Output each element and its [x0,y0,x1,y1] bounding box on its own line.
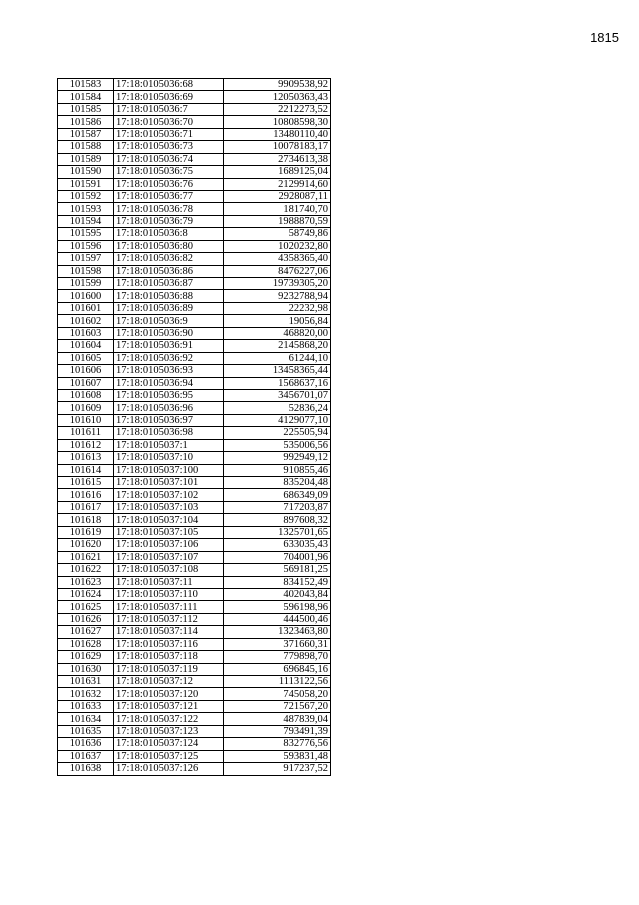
cadastral-number-cell: 17:18:0105037:111 [114,601,224,613]
row-number-cell: 101590 [58,166,114,178]
cadastral-value-cell: 2212273,52 [224,103,331,115]
table-row [58,763,331,775]
row-number-cell: 101605 [58,352,114,364]
table-row [58,215,331,227]
cadastral-value-cell: 444500,46 [224,613,331,625]
row-number-cell: 101599 [58,278,114,290]
row-number-cell: 101633 [58,700,114,712]
cadastral-number-cell: 17:18:0105037:120 [114,688,224,700]
table-row [58,91,331,103]
cadastral-value-cell: 2129914,60 [224,178,331,190]
cadastral-value-cell: 917237,52 [224,763,331,775]
row-number-cell: 101594 [58,215,114,227]
row-number-cell: 101586 [58,116,114,128]
row-number-cell: 101593 [58,203,114,215]
cadastral-number-cell: 17:18:0105037:123 [114,725,224,737]
cadastral-value-cell: 1689125,04 [224,166,331,178]
cadastral-number-cell: 17:18:0105037:119 [114,663,224,675]
row-number-cell: 101614 [58,464,114,476]
page-number: 1815 [590,30,619,45]
cadastral-value-cell: 1113122,56 [224,676,331,688]
table-row [58,278,331,290]
table-row [58,79,331,91]
cadastral-number-cell: 17:18:0105036:8 [114,228,224,240]
row-number-cell: 101629 [58,651,114,663]
table-row [58,327,331,339]
row-number-cell: 101626 [58,613,114,625]
cadastral-value-cell: 61244,10 [224,352,331,364]
table-row [58,663,331,675]
row-number-cell: 101612 [58,439,114,451]
cadastral-number-cell: 17:18:0105037:121 [114,700,224,712]
table-row [58,103,331,115]
row-number-cell: 101613 [58,452,114,464]
row-number-cell: 101583 [58,79,114,91]
cadastral-number-cell: 17:18:0105036:68 [114,79,224,91]
row-number-cell: 101602 [58,315,114,327]
table-row [58,576,331,588]
table-row [58,116,331,128]
cadastral-number-cell: 17:18:0105037:122 [114,713,224,725]
cadastral-number-cell: 17:18:0105036:9 [114,315,224,327]
cadastral-number-cell: 17:18:0105036:70 [114,116,224,128]
table-row [58,725,331,737]
table-row [58,489,331,501]
table-body [58,79,331,776]
cadastral-value-cell: 225505,94 [224,427,331,439]
row-number-cell: 101634 [58,713,114,725]
cadastral-number-cell: 17:18:0105037:102 [114,489,224,501]
table-row [58,352,331,364]
cadastral-number-cell: 17:18:0105036:88 [114,290,224,302]
table-row [58,340,331,352]
cadastral-number-cell: 17:18:0105036:71 [114,128,224,140]
cadastral-number-cell: 17:18:0105036:91 [114,340,224,352]
row-number-cell: 101622 [58,564,114,576]
cadastral-number-cell: 17:18:0105037:12 [114,676,224,688]
table-row [58,153,331,165]
row-number-cell: 101592 [58,190,114,202]
row-number-cell: 101591 [58,178,114,190]
row-number-cell: 101598 [58,265,114,277]
cadastral-number-cell: 17:18:0105036:73 [114,141,224,153]
cadastral-value-cell: 1323463,80 [224,626,331,638]
cadastral-value-cell: 13458365,44 [224,365,331,377]
cadastral-value-cell: 1325701,65 [224,526,331,538]
cadastral-number-cell: 17:18:0105037:108 [114,564,224,576]
cadastral-value-cell: 3456701,07 [224,389,331,401]
cadastral-number-cell: 17:18:0105037:101 [114,477,224,489]
row-number-cell: 101611 [58,427,114,439]
cadastral-value-cell: 9232788,94 [224,290,331,302]
cadastral-number-cell: 17:18:0105036:79 [114,215,224,227]
cadastral-value-cell: 4358365,40 [224,253,331,265]
table-row [58,750,331,762]
cadastral-value-cell: 717203,87 [224,501,331,513]
row-number-cell: 101618 [58,514,114,526]
cadastral-value-cell: 593831,48 [224,750,331,762]
cadastral-number-cell: 17:18:0105036:69 [114,91,224,103]
cadastral-value-table [57,78,331,776]
table-row [58,638,331,650]
cadastral-value-cell: 8476227,06 [224,265,331,277]
table-row [58,315,331,327]
cadastral-value-cell: 19056,84 [224,315,331,327]
cadastral-value-cell: 1568637,16 [224,377,331,389]
cadastral-value-cell: 58749,86 [224,228,331,240]
row-number-cell: 101625 [58,601,114,613]
row-number-cell: 101623 [58,576,114,588]
row-number-cell: 101597 [58,253,114,265]
cadastral-value-cell: 468820,00 [224,327,331,339]
table-row [58,203,331,215]
cadastral-value-cell: 721567,20 [224,700,331,712]
cadastral-number-cell: 17:18:0105036:94 [114,377,224,389]
row-number-cell: 101595 [58,228,114,240]
cadastral-number-cell: 17:18:0105037:126 [114,763,224,775]
cadastral-number-cell: 17:18:0105037:114 [114,626,224,638]
cadastral-number-cell: 17:18:0105036:87 [114,278,224,290]
cadastral-number-cell: 17:18:0105037:110 [114,588,224,600]
row-number-cell: 101604 [58,340,114,352]
row-number-cell: 101616 [58,489,114,501]
cadastral-number-cell: 17:18:0105037:10 [114,452,224,464]
cadastral-number-cell: 17:18:0105036:93 [114,365,224,377]
row-number-cell: 101628 [58,638,114,650]
row-number-cell: 101601 [58,302,114,314]
row-number-cell: 101603 [58,327,114,339]
cadastral-number-cell: 17:18:0105037:100 [114,464,224,476]
cadastral-number-cell: 17:18:0105036:78 [114,203,224,215]
table-row [58,676,331,688]
cadastral-value-cell: 2145868,20 [224,340,331,352]
table-row [58,713,331,725]
row-number-cell: 101588 [58,141,114,153]
row-number-cell: 101608 [58,389,114,401]
row-number-cell: 101624 [58,588,114,600]
row-number-cell: 101617 [58,501,114,513]
cadastral-value-cell: 910855,46 [224,464,331,476]
cadastral-value-cell: 10808598,30 [224,116,331,128]
table-row [58,190,331,202]
cadastral-value-cell: 1988870,59 [224,215,331,227]
table-row [58,626,331,638]
table-row [58,389,331,401]
table-row [58,738,331,750]
cadastral-number-cell: 17:18:0105037:104 [114,514,224,526]
cadastral-value-cell: 704001,96 [224,551,331,563]
table-row [58,377,331,389]
row-number-cell: 101584 [58,91,114,103]
cadastral-value-cell: 793491,39 [224,725,331,737]
table-row [58,402,331,414]
row-number-cell: 101621 [58,551,114,563]
cadastral-number-cell: 17:18:0105036:90 [114,327,224,339]
cadastral-number-cell: 17:18:0105036:7 [114,103,224,115]
table-row [58,253,331,265]
table-row [58,700,331,712]
table-row [58,427,331,439]
table-row [58,290,331,302]
cadastral-value-cell: 19739305,20 [224,278,331,290]
cadastral-value-cell: 992949,12 [224,452,331,464]
row-number-cell: 101587 [58,128,114,140]
row-number-cell: 101610 [58,414,114,426]
row-number-cell: 101636 [58,738,114,750]
cadastral-number-cell: 17:18:0105036:92 [114,352,224,364]
table-row [58,551,331,563]
row-number-cell: 101630 [58,663,114,675]
cadastral-value-cell: 22232,98 [224,302,331,314]
cadastral-number-cell: 17:18:0105036:76 [114,178,224,190]
row-number-cell: 101637 [58,750,114,762]
cadastral-value-cell: 897608,32 [224,514,331,526]
cadastral-number-cell: 17:18:0105036:75 [114,166,224,178]
cadastral-number-cell: 17:18:0105037:107 [114,551,224,563]
cadastral-value-cell: 779898,70 [224,651,331,663]
cadastral-value-cell: 686349,09 [224,489,331,501]
cadastral-number-cell: 17:18:0105037:11 [114,576,224,588]
table-row [58,477,331,489]
cadastral-value-cell: 2734613,38 [224,153,331,165]
cadastral-number-cell: 17:18:0105037:106 [114,539,224,551]
row-number-cell: 101607 [58,377,114,389]
cadastral-value-cell: 832776,56 [224,738,331,750]
row-number-cell: 101585 [58,103,114,115]
table-row [58,564,331,576]
table-row [58,539,331,551]
row-number-cell: 101609 [58,402,114,414]
cadastral-value-cell: 569181,25 [224,564,331,576]
cadastral-value-cell: 402043,84 [224,588,331,600]
cadastral-number-cell: 17:18:0105037:1 [114,439,224,451]
row-number-cell: 101638 [58,763,114,775]
cadastral-number-cell: 17:18:0105037:112 [114,613,224,625]
cadastral-value-cell: 13480110,40 [224,128,331,140]
cadastral-number-cell: 17:18:0105037:105 [114,526,224,538]
cadastral-number-cell: 17:18:0105036:97 [114,414,224,426]
row-number-cell: 101632 [58,688,114,700]
table-row [58,651,331,663]
cadastral-number-cell: 17:18:0105036:77 [114,190,224,202]
cadastral-number-cell: 17:18:0105036:74 [114,153,224,165]
cadastral-number-cell: 17:18:0105036:89 [114,302,224,314]
table-row [58,302,331,314]
table-row [58,601,331,613]
table-row [58,228,331,240]
cadastral-number-cell: 17:18:0105036:98 [114,427,224,439]
cadastral-value-cell: 745058,20 [224,688,331,700]
cadastral-number-cell: 17:18:0105036:95 [114,389,224,401]
cadastral-value-cell: 371660,31 [224,638,331,650]
row-number-cell: 101600 [58,290,114,302]
cadastral-number-cell: 17:18:0105036:82 [114,253,224,265]
cadastral-value-cell: 487839,04 [224,713,331,725]
table-row [58,501,331,513]
cadastral-number-cell: 17:18:0105037:125 [114,750,224,762]
table-row [58,166,331,178]
row-number-cell: 101606 [58,365,114,377]
row-number-cell: 101596 [58,240,114,252]
cadastral-number-cell: 17:18:0105037:118 [114,651,224,663]
cadastral-value-cell: 696845,16 [224,663,331,675]
cadastral-value-cell: 10078183,17 [224,141,331,153]
cadastral-value-cell: 4129077,10 [224,414,331,426]
table-row [58,613,331,625]
cadastral-value-cell: 2928087,11 [224,190,331,202]
table-row [58,240,331,252]
cadastral-number-cell: 17:18:0105036:86 [114,265,224,277]
row-number-cell: 101627 [58,626,114,638]
cadastral-value-cell: 181740,70 [224,203,331,215]
cadastral-value-cell: 1020232,80 [224,240,331,252]
table-row [58,452,331,464]
cadastral-value-cell: 633035,43 [224,539,331,551]
cadastral-value-cell: 12050363,43 [224,91,331,103]
table-row [58,514,331,526]
cadastral-number-cell: 17:18:0105037:116 [114,638,224,650]
cadastral-value-cell: 835204,48 [224,477,331,489]
table-row [58,439,331,451]
row-number-cell: 101615 [58,477,114,489]
cadastral-value-cell: 52836,24 [224,402,331,414]
table-row [58,365,331,377]
cadastral-number-cell: 17:18:0105036:80 [114,240,224,252]
table-row [58,688,331,700]
cadastral-number-cell: 17:18:0105037:103 [114,501,224,513]
row-number-cell: 101619 [58,526,114,538]
row-number-cell: 101635 [58,725,114,737]
table-row [58,141,331,153]
table-row [58,414,331,426]
table-row [58,178,331,190]
table-row [58,526,331,538]
row-number-cell: 101620 [58,539,114,551]
cadastral-number-cell: 17:18:0105036:96 [114,402,224,414]
table-row [58,128,331,140]
cadastral-number-cell: 17:18:0105037:124 [114,738,224,750]
table-row [58,265,331,277]
cadastral-value-cell: 9909538,92 [224,79,331,91]
table-row [58,464,331,476]
cadastral-value-cell: 834152,49 [224,576,331,588]
cadastral-value-cell: 596198,96 [224,601,331,613]
row-number-cell: 101631 [58,676,114,688]
row-number-cell: 101589 [58,153,114,165]
cadastral-value-cell: 535006,56 [224,439,331,451]
table-row [58,588,331,600]
